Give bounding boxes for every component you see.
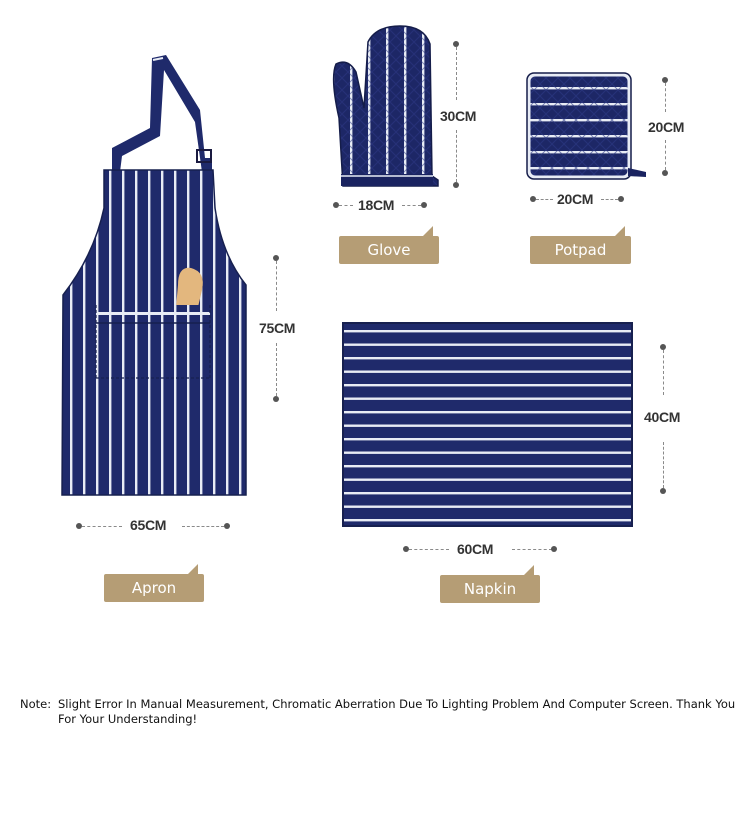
note-label: Note:: [20, 697, 52, 711]
potpad-width-label: 20CM: [557, 191, 594, 207]
napkin-width-label: 60CM: [457, 541, 494, 557]
napkin-image: [343, 323, 632, 526]
potpad-height-label: 20CM: [648, 119, 685, 135]
apron-height-label: 75CM: [259, 320, 296, 336]
glove-width-label: 18CM: [358, 197, 395, 213]
glove-height-label: 30CM: [440, 108, 477, 124]
potpad-image: [527, 73, 646, 179]
apron-image: [62, 55, 246, 495]
potpad-tag: Potpad: [530, 236, 631, 264]
napkin-height-label: 40CM: [644, 409, 681, 425]
note-text: Slight Error In Manual Measurement, Chromatic Aberration Due To Lighting Problem And Computer Screen. Thank You For Your Understanding!: [58, 697, 736, 726]
napkin-tag: Napkin: [440, 575, 540, 603]
apron-width-label: 65CM: [130, 517, 167, 533]
apron-tag: Apron: [104, 574, 204, 602]
glove-tag: Glove: [339, 236, 439, 264]
glove-image: [334, 26, 438, 186]
